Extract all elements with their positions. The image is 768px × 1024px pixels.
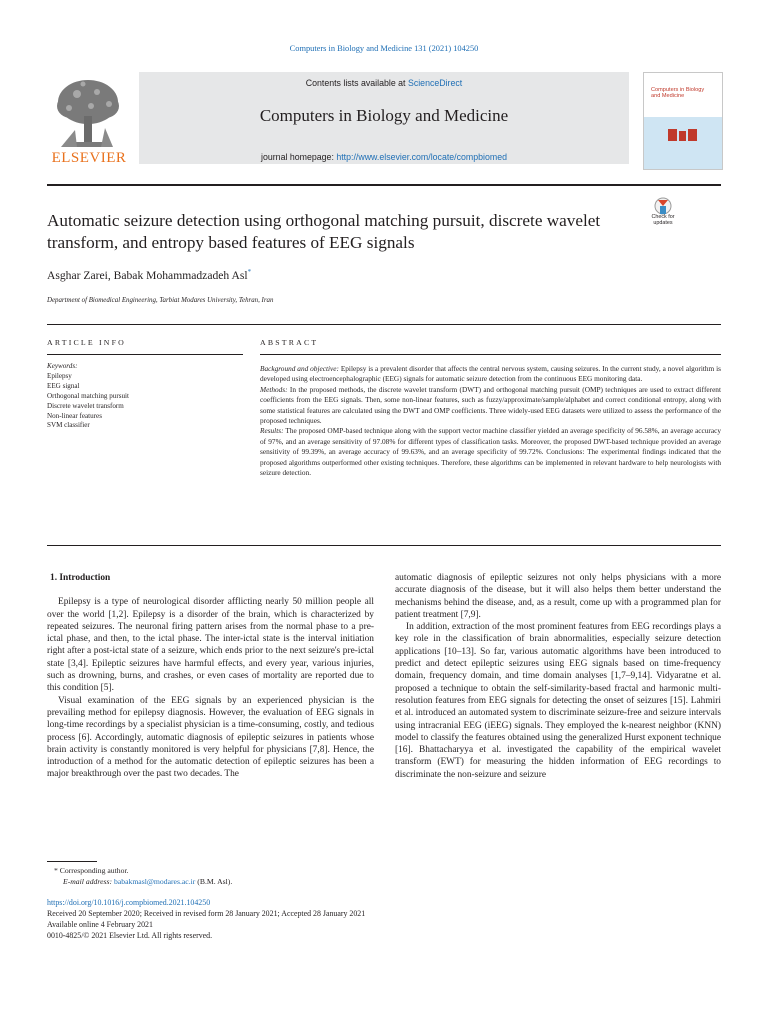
footnote-mark: *: [54, 866, 58, 875]
abstract-results: [260, 426, 721, 478]
cover-title: Computers in Biology and Medicine: [651, 87, 705, 100]
keyword-item: Epilepsy: [47, 371, 72, 380]
doi-link[interactable]: https://doi.org/10.1016/j.compbiomed.2021.104250: [47, 898, 211, 907]
info-rule: [47, 324, 721, 325]
keyword-item: Discrete wavelet transform: [47, 401, 124, 410]
body-right-column: [395, 572, 721, 781]
background-text: Epilepsy is a prevalent disorder that affects the central nervous system, causing seizures. In the current study, a novel algorithm is developed using electroencephalographic (EEG) signals for automatic seizure detection from the continuous EEG monitoring data.: [260, 364, 721, 384]
background-label: Background and objective:: [260, 364, 339, 373]
results-text: The proposed OMP-based technique along with the support vector machine classifier yielded an average specificity of 96.58%, an average accuracy of 97%, and an average sensitivity of 97.08% for different types of classification tasks. Moreover, the proposed DWT-based technique provided an average sensitivity of 99.39%, an average accuracy of 99.63%, and an average specificity of 99.72%. Conclusions: The experimental findings indicated that the proposed algorithms outperformed other existing techniques. Therefore, these algorithms can be implemented in relevant hardware to help neurologists with seizure detection.: [260, 426, 721, 478]
received-dates: Received 20 September 2020; Received in revised form 28 January 2021; Accepted 28 January 2021: [47, 909, 366, 918]
intro-paragraph-3: automatic diagnosis of epileptic seizures not only helps physicians with a more accurate diagnosis of the disease, but it will also helps them better understand the mechanisms behind the disease, and, as a result, come up with a programmed plan for patient treatment [7,9].: [395, 573, 721, 620]
keywords-block: [47, 362, 243, 431]
crossmark-label: [646, 215, 680, 227]
corresponding-mark[interactable]: *: [247, 268, 252, 276]
abstract-background: [260, 364, 721, 385]
elsevier-tree-icon: [47, 72, 129, 152]
corresponding-author-note: [54, 865, 454, 876]
available-online: Available online 4 February 2021: [47, 920, 153, 929]
affiliation: Department of Biomedical Engineering, Tarbiat Modares University, Tehran, Iran: [47, 297, 274, 304]
crossmark-icon: [646, 197, 680, 215]
contents-prefix: Contents lists available at: [305, 78, 408, 88]
cover-image: [644, 117, 722, 169]
abstract-heading: ABSTRACT: [260, 338, 319, 347]
footnote-rule: [47, 861, 97, 862]
email-suffix: (B.M. Asl).: [195, 877, 233, 886]
header-rule: [47, 184, 721, 186]
author-names: Asghar Zarei, Babak Mohammadzadeh Asl: [47, 268, 248, 282]
intro-paragraph-4: In addition, extraction of the most prominent features from EEG recordings plays a key role in the classification of brain abnormalities, especially seizure detection applications [10–13]. So far, various automatic algorithms have been introduced to predict and detect epileptic seizures using EEG signals based on time-frequency domain, frequency domain, and time domain analyses [1,7–9,14]. Vidyaratne et al. proposed a technique to obtain the self-similarity-based fractal and harmonic multi-resolution features from EEG signals for detecting the onset of seizures [15]. Lahmiri et al. introduced an automated system to discriminate seizure-free and seizure intervals using intracranial EEG (iEEG) signals. They employed the k-nearest neighbor (KNN) model to classify the features obtained using the generalized Hurst exponent technique [16]. Bhattacharyya et al. investigated the capability of the empirical wavelet transform (EWT) for measuring the hidden information of EEG recordings to discriminate the non-seizure and seizure: [395, 622, 721, 780]
results-label: Results:: [260, 426, 284, 436]
methods-text: In the proposed methods, the discrete wavelet transform (DWT) and orthogonal matching pursuit (OMP) techniques are used to extract different coefficients from the EEG signals. Then, some non-linear features, such as fuzzy/approximate/sample/alphabet and correct conditional entropy, along with some statistical features are calculated using the DWT and OMP coefficients. Three widely-used EEG datasets were utilized to assess the performance of the proposed techniques.: [260, 384, 721, 426]
homepage-link[interactable]: http://www.elsevier.com/locate/compbiomed: [336, 152, 507, 162]
keyword-item: Orthogonal matching pursuit: [47, 391, 129, 400]
masthead: [139, 72, 629, 164]
email-line: [54, 876, 454, 887]
crossmark-line1: Check for: [651, 214, 675, 220]
keywords-label: Keywords:: [47, 362, 78, 370]
abstract-rule: [260, 354, 721, 355]
article-info-heading: ARTICLE INFO: [47, 338, 126, 347]
corresponding-text: Corresponding author.: [57, 866, 129, 875]
journal-banner: [47, 72, 721, 170]
email-label: E-mail address:: [63, 877, 114, 886]
check-for-updates-badge[interactable]: [646, 197, 680, 237]
email-link[interactable]: babakmasl@modares.ac.ir: [113, 877, 196, 886]
article-title: Automatic seizure detection using orthogonal matching pursuit, discrete wavelet transform, and entropy based features of EEG signals: [47, 211, 601, 252]
abstract-body: [260, 364, 721, 478]
article-info-rule: [47, 354, 243, 355]
crossmark-line2: updates: [653, 219, 673, 226]
footnote: [54, 865, 454, 887]
homepage-line: [139, 152, 629, 162]
abstract-bottom-rule: [47, 545, 721, 546]
abstract-methods: [260, 385, 721, 427]
authors: [47, 268, 251, 282]
publication-info: [47, 897, 365, 941]
elsevier-wordmark: ELSEVIER: [51, 150, 127, 166]
homepage-label: journal homepage:: [261, 152, 337, 162]
contents-line: [139, 78, 629, 88]
journal-title: Computers in Biology and Medicine: [259, 106, 509, 125]
keyword-item: Non-linear features: [47, 411, 102, 420]
journal-cover-thumbnail[interactable]: [643, 72, 723, 170]
elsevier-logo[interactable]: [47, 72, 129, 170]
body-left-column: [47, 572, 374, 781]
intro-paragraph-2: Visual examination of the EEG signals by an experienced physician is the prevailing method for epilepsy diagnosis. However, the evaluation of EEG signals in long-time recordings by a specialist physician is a time-consuming, costly, and tedious process [6]. Accordingly, automatic diagnosis of epileptic seizures in patients whose brain activity is constantly monitored is very helpful for physicians [7,8]. Hence, the introduction of a method for the automatic detection of epileptic seizures has been a major breakthrough over the past two decades. The: [47, 695, 374, 780]
keyword-item: EEG signal: [47, 381, 80, 390]
cover-art-icon: [644, 117, 722, 169]
sciencedirect-link[interactable]: ScienceDirect: [407, 78, 463, 88]
keyword-item: SVM classifier: [47, 421, 90, 430]
intro-paragraph-1: Epilepsy is a type of neurological disorder afflicting nearly 50 million people all over the world [1,2]. Epilepsy is a disorder of the brain, which is characterized by repeated seizures. The neuronal firing pattern arises from the normal phase to a pre-ictal phase, and then, to the ictal phase. The inter-ictal state is the interval initiation right after a post-ictal state of a seizure, which ends prior to the next seizure's pre-ictal state [3,4]. Epileptic seizures have harmful effects, and every year, various injuries, such as drowning, burns, and crashes, or even cases of mortality are reported due to this condition [5].: [47, 597, 374, 694]
methods-label: Methods:: [260, 384, 288, 394]
running-head[interactable]: Computers in Biology and Medicine 131 (2021) 104250: [289, 44, 479, 53]
copyright-line: 0010-4825/© 2021 Elsevier Ltd. All rights reserved.: [47, 931, 213, 940]
section-heading-introduction: 1. Introduction: [50, 573, 111, 583]
